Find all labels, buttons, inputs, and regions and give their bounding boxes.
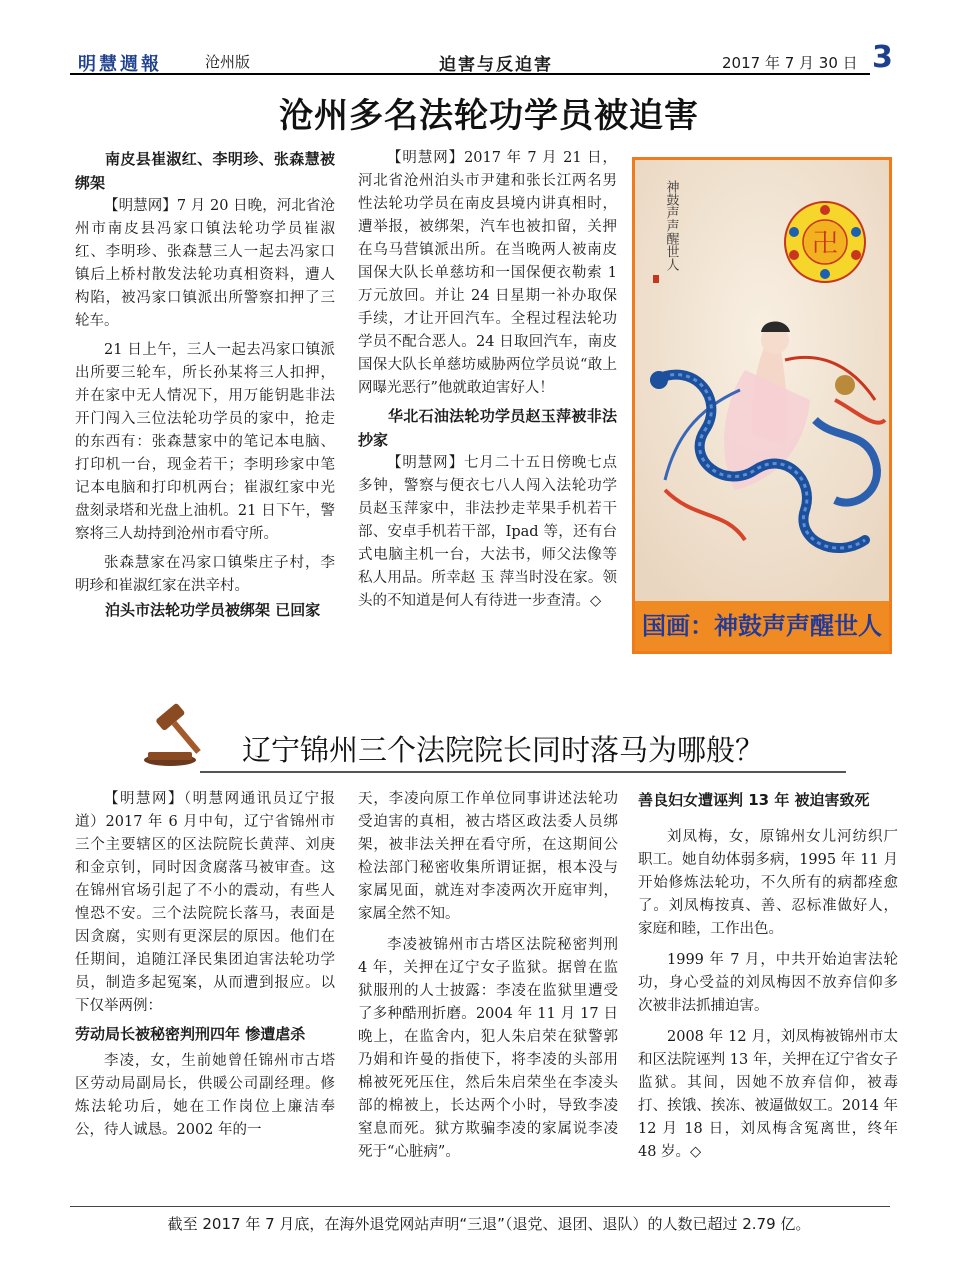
gavel-icon <box>132 700 202 770</box>
falun-emblem-icon <box>785 202 865 282</box>
article1-subhead-2: 泊头市法轮功学员被绑架 已回家 <box>105 601 321 619</box>
painting-illustration <box>635 160 889 601</box>
article2-column-3 <box>638 788 898 1164</box>
article1-paragraph: 21 日上午，三人一起去冯家口镇派出所要三轮车，所长孙某将三人扣押，并在家中无人情况下，用万能钥匙非法开门闯入三位法轮功学员的家中，抢走的东西有：张森慧家中的笔记本电脑、打印机一台，现金若干；李明珍家中笔记本电脑和打印机两台；崔淑红家中光盘刻录塔和光盘上油机。21 日下午，警察将三人劫持到沧州市看守所。 <box>75 342 335 542</box>
article2-paragraph: 刘凤梅，女，原锦州女儿河纺织厂职工。她自幼体弱多病，1995 年 11 月开始修炼法轮功，不久所有的病都痊愈了。刘凤梅按真、善、忍标准做好人，家庭和睦，工作出色。 <box>638 829 898 937</box>
issue-date: 2017 年 7 月 30 日 <box>722 54 858 72</box>
article2-column-2 <box>358 788 618 1164</box>
article2-paragraph: 天，李凌向原工作单位同事讲述法轮功受迫害的真相，被古塔区政法委人员绑架，被非法关押在看守所，在这期间公检法部门秘密收集所谓证据，根本没与家属见面，就连对李凌两次开庭审判，家属全然不知。 <box>358 791 618 922</box>
edition-label: 沧州版 <box>205 53 251 71</box>
article1-column-1 <box>75 147 335 622</box>
article1-headline: 沧州多名法轮功学员被迫害 <box>279 96 699 136</box>
section-title: 迫害与反迫害 <box>439 55 553 75</box>
painting-figure <box>632 157 892 654</box>
article2-subhead-2: 善良妇女遭诬判 13 年 被迫害致死 <box>638 791 870 809</box>
article2-headline-rule <box>200 771 846 773</box>
page-number: 3 <box>872 40 893 75</box>
footer-rule <box>70 1206 890 1207</box>
article1-paragraph: 【明慧网】七月二十五日傍晚七点多钟，警察与便衣七八人闯入法轮功学员赵玉萍家中，非法抄走苹果手机若干部、安卓手机若干部，Ipad 等，还有台式电脑主机一台，大法书，师父法像等私人用品。所幸赵 玉 萍当时没在家。领头的不知道是何人有待进一步查清。◇ <box>358 455 617 609</box>
article2-subhead-1: 劳动局长被秘密判刑四年 惨遭虐杀 <box>75 1025 306 1043</box>
newspaper-brand: 明慧週報 <box>78 54 162 75</box>
article2-headline: 辽宁锦州三个法院院长同时落马为哪般？ <box>242 733 765 767</box>
article2-paragraph: 【明慧网】（明慧网通讯员辽宁报道）2017 年 6 月中旬，辽宁省锦州市三个主要辖区的区法院院长黄萍、刘庚和金京钊，同时因贪腐落马被审查。这在锦州官场引起了不小的震动，有些人惶恐不安。三个法院院长落马，表面是因贪腐，实则有更深层的原因。他们在任期间，追随江泽民集团迫害法轮功学员，制造多起冤案，从而遭到报应。以下仅举两例： <box>75 791 335 1014</box>
article2-paragraph: 李凌，女，生前她曾任锦州市古塔区劳动局副局长，供暖公司副经理。修炼法轮功后，她在工作岗位上廉洁奉公，待人诚恳。2002 年的一 <box>75 1053 335 1138</box>
painting-caption: 国画：神鼓声声醒世人 <box>635 601 889 651</box>
article1-subhead-3: 华北石油法轮功学员赵玉萍被非法抄家 <box>358 407 617 449</box>
svg-text:卍: 卍 <box>811 229 839 259</box>
article1-paragraph: 张森慧家在冯家口镇柴庄子村，李明珍和崔淑红家在洪辛村。 <box>75 555 335 594</box>
article2-paragraph: 李凌被锦州市古塔区法院秘密判刑 4 年，关押在辽宁女子监狱。据曾在监狱服刑的人士披露：李凌在监狱里遭受了多种酷刑折磨。2004 年 11 月 17 日晚上，在监舍内，犯人朱启荣在狱警郭乃娟和许曼的指使下，将李凌的头部用棉被死死压住，然后朱启荣坐在李凌头部的棉被上，长达两个小时，导致李凌窒息而死。狱方欺骗李凌的家属说李凌死于“心脏病”。 <box>358 937 618 1160</box>
article1-paragraph: 【明慧网】2017 年 7 月 21 日，河北省沧州泊头市尹建和张长江两名男性法轮功学员在南皮县境内讲真相时，遭举报，被绑架，汽车也被扣留，关押在乌马营镇派出所。在当晚两人被南皮国保大队长单慈坊和一国保便衣勒索 1 万元放回。并让 24 日星期一补办取保手续，才让开回汽车。全程过程法轮功学员不配合恶人。24 日取回汽车，南皮国保大队长单慈坊威胁两位学员说“敢上网曝光恶行”他就敢迫害好人！ <box>358 150 617 396</box>
painting-inscription: 神鼓声声醒世人 <box>663 180 679 271</box>
article2-paragraph: 1999 年 7 月，中共开始迫害法轮功，身心受益的刘凤梅因不放弃信仰多次被非法抓捕迫害。 <box>638 952 898 1014</box>
article1-paragraph: 【明慧网】7 月 20 日晚，河北省沧州市南皮县冯家口镇法轮功学员崔淑红、李明珍、张森慧三人一起去冯家口镇后上桥村散发法轮功真相资料，遭人构陷，被冯家口镇派出所警察扣押了三轮车。 <box>75 198 335 329</box>
article2-paragraph: 2008 年 12 月，刘凤梅被锦州市太和区法院诬判 13 年，关押在辽宁省女子监狱。其间，因她不放弃信仰，被毒打、挨饿、挨冻、被逼做奴工。2014 年 12 月 18 日，刘凤梅含冤离世，终年 48 岁。◇ <box>638 1029 898 1160</box>
article1-column-2 <box>358 147 617 613</box>
article2-column-1 <box>75 788 335 1142</box>
header-rule <box>70 73 870 75</box>
article1-subhead-1: 南皮县崔淑红、李明珍、张森慧被绑架 <box>75 150 335 192</box>
footer-notice: 截至 2017 年 7 月底，在海外退党网站声明“三退”（退党、退团、退队）的人数已超过 2.79 亿。 <box>167 1215 811 1233</box>
